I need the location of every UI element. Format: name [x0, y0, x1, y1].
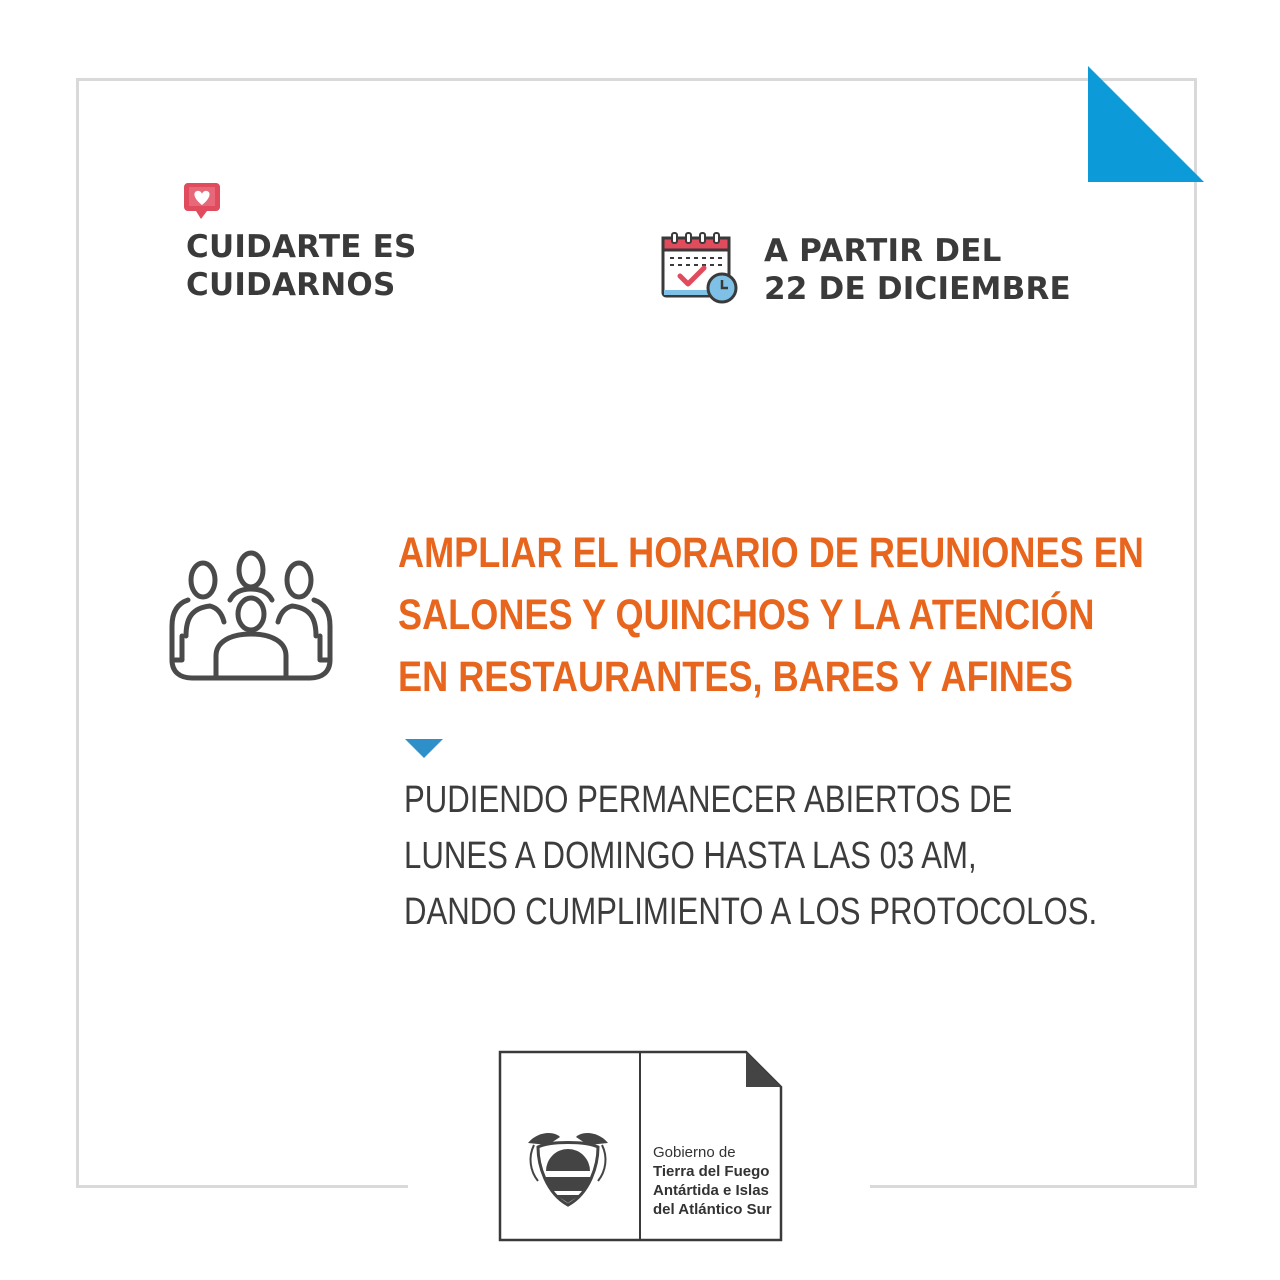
people-group-icon: [166, 548, 336, 682]
government-logo-text: [653, 1143, 772, 1219]
slogan-line-2: CUIDARNOS: [186, 267, 396, 303]
slogan-line-1: CUIDARTE ES: [186, 229, 417, 265]
headline-text: [398, 522, 1144, 708]
logo-line-1: Gobierno de: [653, 1144, 736, 1161]
date-text: [764, 232, 1071, 308]
headline-line-3: EN RESTAURANTES, BARES Y AFINES: [398, 653, 1074, 701]
body-line-2: LUNES A DOMINGO HASTA LAS 03 AM,: [404, 835, 977, 877]
date-line-2: 22 DE DICIEMBRE: [764, 271, 1071, 307]
corner-triangle: [1088, 66, 1204, 182]
date-line-1: A PARTIR DEL: [764, 233, 1002, 269]
logo-line-2: Tierra del Fuego: [653, 1163, 770, 1180]
headline-line-1: AMPLIAR EL HORARIO DE REUNIONES EN: [398, 529, 1144, 577]
slogan-text: [186, 228, 416, 304]
body-line-3: DANDO CUMPLIMIENTO A LOS PROTOCOLOS.: [404, 891, 1098, 933]
triangle-down-icon: [405, 739, 443, 759]
logo-line-3: Antártida e Islas: [653, 1182, 769, 1199]
calendar-check-icon: [660, 232, 740, 306]
body-text: [404, 772, 1097, 940]
logo-line-4: del Atlántico Sur: [653, 1201, 772, 1218]
headline-line-2: SALONES Y QUINCHOS Y LA ATENCIÓN: [398, 591, 1095, 639]
heart-chat-icon: [183, 181, 221, 221]
body-line-1: PUDIENDO PERMANECER ABIERTOS DE: [404, 779, 1013, 821]
